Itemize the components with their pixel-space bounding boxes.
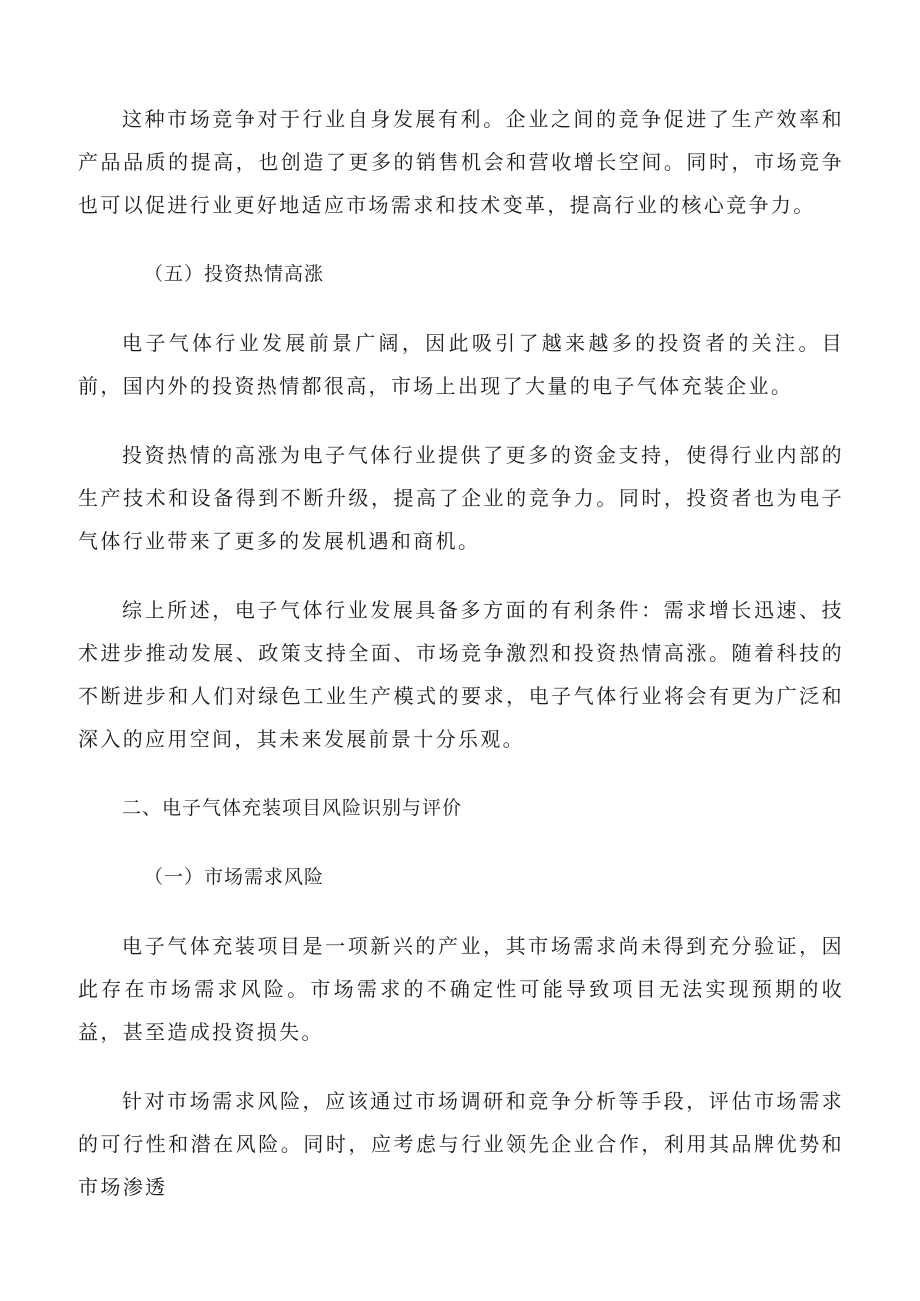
paragraph-market-competition: 这种市场竞争对于行业自身发展有利。企业之间的竞争促进了生产效率和产品品质的提高，也创造了更多的销售机会和营收增长空间。同时，市场竞争也可以促进行业更好地适应市场需求和技术变革，提高行业的核心竞争力。	[78, 107, 844, 217]
section-heading-risk-identification: 二、电子气体充装项目风险识别与评价	[122, 797, 463, 819]
paragraph-risk-mitigation: 针对市场需求风险，应该通过市场调研和竞争分析等手段，评估市场需求的可行性和潜在风险。同时，应考虑与行业领先企业合作，利用其品牌优势和市场渗透	[78, 1089, 844, 1199]
paragraph-market-demand-risk: 电子气体充装项目是一项新兴的产业，其市场需求尚未得到充分验证，因此存在市场需求风险。市场需求的不确定性可能导致项目无法实现预期的收益，甚至造成投资损失。	[78, 934, 844, 1044]
paragraph-investment-support: 投资热情的高涨为电子气体行业提供了更多的资金支持，使得行业内部的生产技术和设备得到不断升级，提高了企业的竞争力。同时，投资者也为电子气体行业带来了更多的发展机遇和商机。	[78, 443, 844, 553]
paragraph-investor-attention: 电子气体行业发展前景广阔，因此吸引了越来越多的投资者的关注。目前，国内外的投资热情都很高，市场上出现了大量的电子气体充装企业。	[78, 331, 844, 398]
subheading-investment-enthusiasm: （五）投资热情高涨	[144, 263, 325, 285]
document-body	[78, 98, 844, 1235]
subheading-market-demand-risk: （一）市场需求风险	[144, 866, 325, 888]
paragraph-summary: 综上所述，电子气体行业发展具备多方面的有利条件：需求增长迅速、技术进步推动发展、政策支持全面、市场竞争激烈和投资热情高涨。随着科技的不断进步和人们对绿色工业生产模式的要求，电子气体行业将会有更为广泛和深入的应用空间，其未来发展前景十分乐观。	[78, 598, 844, 751]
